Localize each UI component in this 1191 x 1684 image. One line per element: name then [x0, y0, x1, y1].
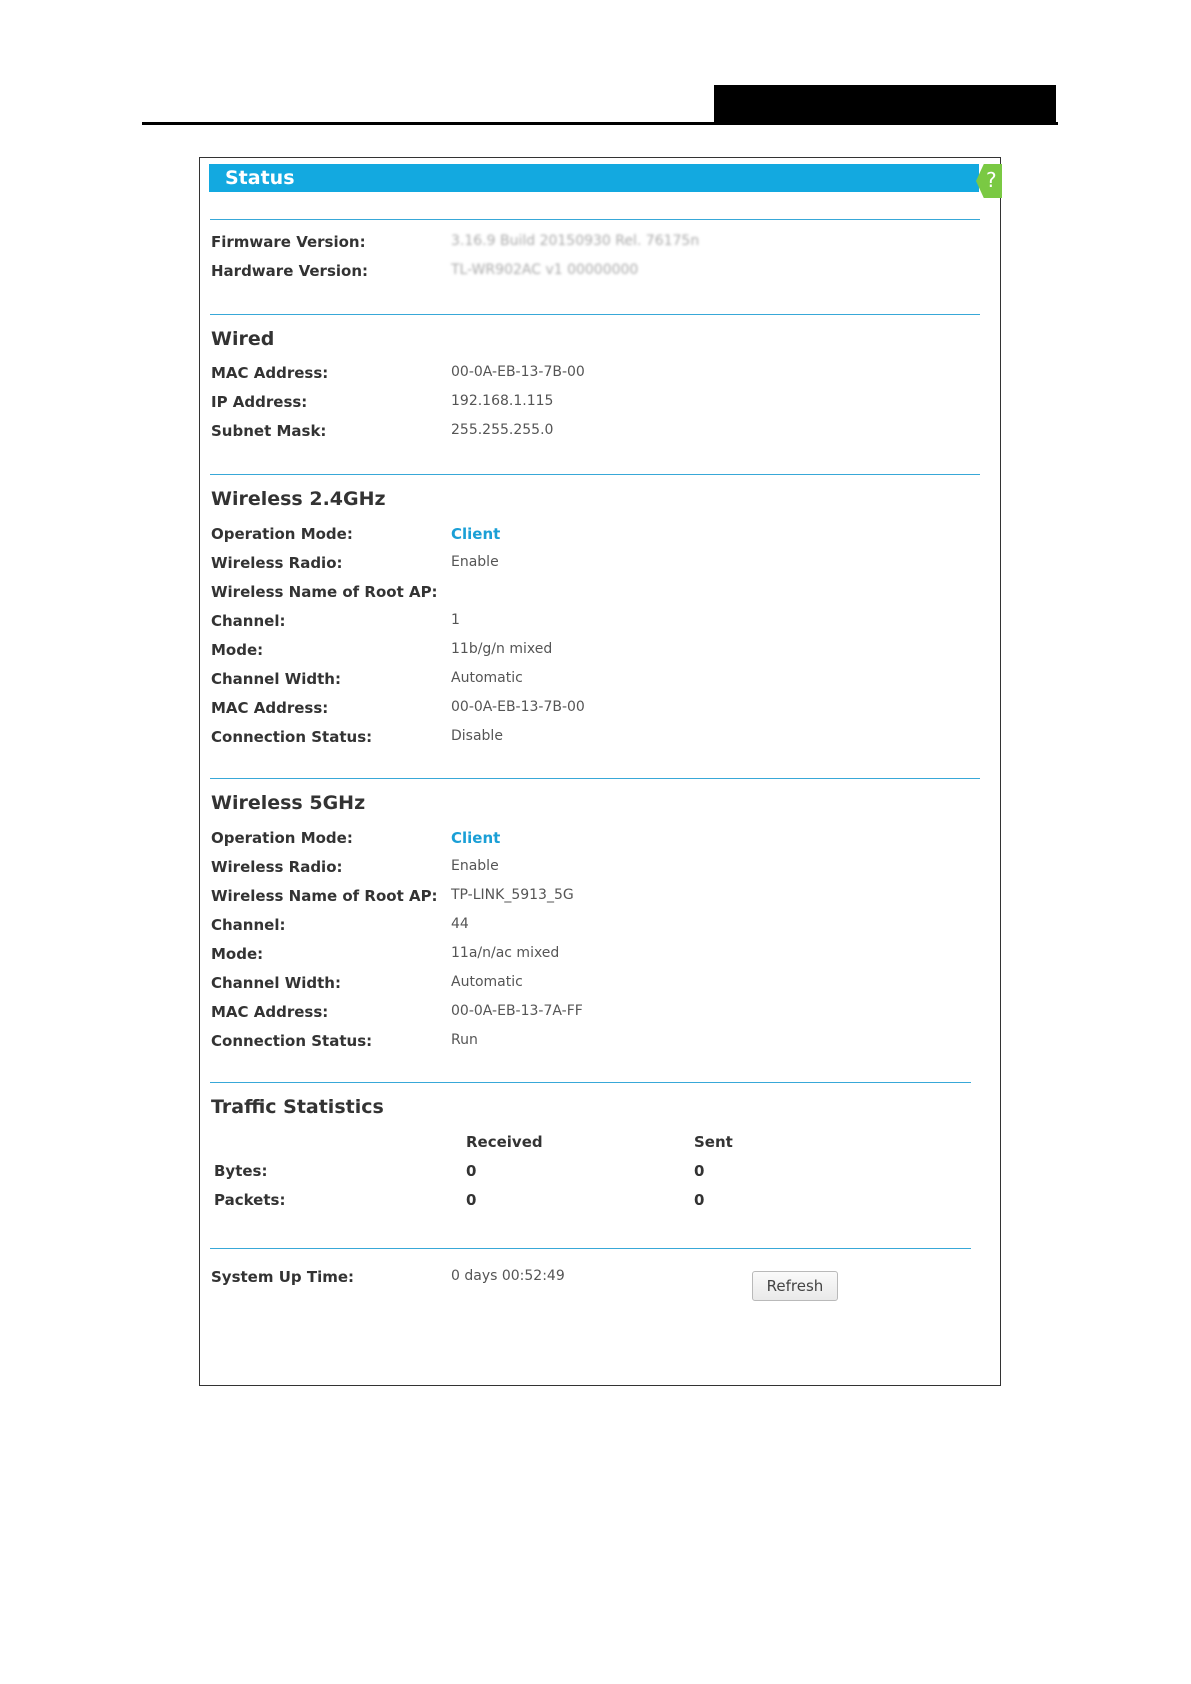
- divider: [210, 1082, 971, 1083]
- w24-channel-width-label: Channel Width:: [211, 670, 341, 688]
- uptime-value: 0 days 00:52:49: [451, 1268, 565, 1284]
- divider: [210, 474, 980, 475]
- w5-mode-label: Mode:: [211, 945, 264, 963]
- w5-mac-value: 00-0A-EB-13-7A-FF: [451, 1003, 583, 1019]
- uptime-label: System Up Time:: [211, 1268, 355, 1286]
- w5-root-ap-label: Wireless Name of Root AP:: [211, 887, 438, 905]
- firmware-label: Firmware Version:: [211, 233, 366, 251]
- divider: [210, 778, 980, 779]
- w24-mode-value: 11b/g/n mixed: [451, 641, 553, 657]
- divider: [210, 219, 980, 220]
- w24-mode-label: Mode:: [211, 641, 264, 659]
- w24-radio-value: Enable: [451, 554, 499, 570]
- status-title: Status: [209, 164, 979, 192]
- refresh-button[interactable]: Refresh: [752, 1271, 838, 1301]
- help-icon-glyph: ?: [986, 168, 997, 192]
- w24-mac-value: 00-0A-EB-13-7B-00: [451, 699, 585, 715]
- w5-root-ap-value: TP-LINK_5913_5G: [451, 887, 574, 903]
- w24-mac-label: MAC Address:: [211, 699, 329, 717]
- w5-channel-label: Channel:: [211, 916, 286, 934]
- traffic-packets-received: 0: [466, 1191, 477, 1209]
- w5-channel-value: 44: [451, 916, 469, 932]
- w5-mode-value: 11a/n/ac mixed: [451, 945, 560, 961]
- traffic-sent-header: Sent: [694, 1133, 733, 1151]
- page-header-block: [714, 85, 1056, 125]
- hardware-label: Hardware Version:: [211, 262, 368, 280]
- w24-operation-mode-label: Operation Mode:: [211, 525, 353, 543]
- w5-channel-width-value: Automatic: [451, 974, 523, 990]
- traffic-bytes-sent: 0: [694, 1162, 705, 1180]
- w24-channel-width-value: Automatic: [451, 670, 523, 686]
- w5-connection-status-label: Connection Status:: [211, 1032, 373, 1050]
- w5-operation-mode-value: Client: [451, 829, 501, 847]
- w5-connection-status-value: Run: [451, 1032, 478, 1048]
- firmware-value: 3.16.9 Build 20150930 Rel. 76175n: [451, 233, 700, 249]
- w5-operation-mode-label: Operation Mode:: [211, 829, 353, 847]
- wireless-5-heading: Wireless 5GHz: [211, 792, 366, 814]
- divider: [210, 1248, 971, 1249]
- w24-radio-label: Wireless Radio:: [211, 554, 343, 572]
- hardware-value: TL-WR902AC v1 00000000: [451, 262, 639, 278]
- w24-operation-mode-value: Client: [451, 525, 501, 543]
- w24-connection-status-label: Connection Status:: [211, 728, 373, 746]
- w5-radio-label: Wireless Radio:: [211, 858, 343, 876]
- w5-radio-value: Enable: [451, 858, 499, 874]
- wired-mac-label: MAC Address:: [211, 364, 329, 382]
- wired-ip-label: IP Address:: [211, 393, 308, 411]
- w24-connection-status-value: Disable: [451, 728, 503, 744]
- w24-channel-label: Channel:: [211, 612, 286, 630]
- traffic-heading: Traffic Statistics: [211, 1096, 384, 1118]
- wireless-24-heading: Wireless 2.4GHz: [211, 488, 386, 510]
- traffic-bytes-received: 0: [466, 1162, 477, 1180]
- w5-mac-label: MAC Address:: [211, 1003, 329, 1021]
- status-panel: [199, 157, 1001, 1386]
- traffic-bytes-label: Bytes:: [214, 1162, 268, 1180]
- divider: [210, 314, 980, 315]
- wired-subnet-value: 255.255.255.0: [451, 422, 554, 438]
- wired-mac-value: 00-0A-EB-13-7B-00: [451, 364, 585, 380]
- wired-heading: Wired: [211, 328, 275, 350]
- wired-ip-value: 192.168.1.115: [451, 393, 554, 409]
- traffic-received-header: Received: [466, 1133, 543, 1151]
- help-icon[interactable]: [976, 164, 1002, 198]
- w24-root-ap-label: Wireless Name of Root AP:: [211, 583, 438, 601]
- wired-subnet-label: Subnet Mask:: [211, 422, 327, 440]
- w24-channel-value: 1: [451, 612, 460, 628]
- traffic-packets-label: Packets:: [214, 1191, 286, 1209]
- traffic-packets-sent: 0: [694, 1191, 705, 1209]
- w5-channel-width-label: Channel Width:: [211, 974, 341, 992]
